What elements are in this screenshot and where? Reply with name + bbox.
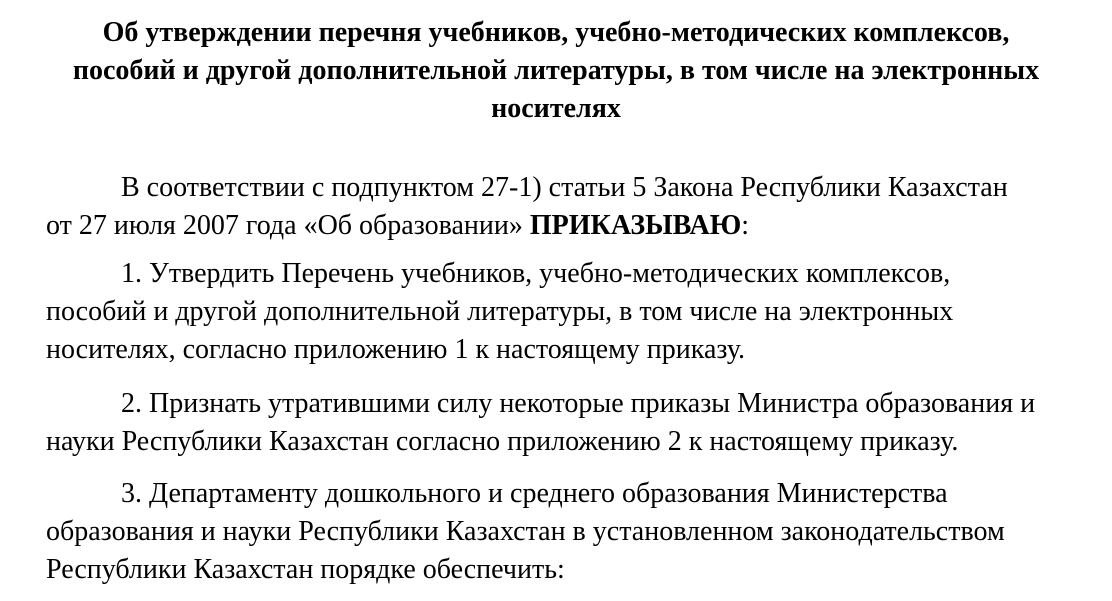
intro-text: от 27 июля 2007 года «Об образовании» [46, 210, 530, 241]
item-1-line-2: пособий и другой дополнительной литературы, в том числе на электронных [46, 296, 954, 327]
intro-line-2 [46, 207, 1086, 245]
item-3-line-1: 3. Департаменту дошкольного и среднего образования Министерства [121, 478, 948, 509]
item-3-line-3: Республики Казахстан порядке обеспечить: [46, 554, 565, 585]
item-2-line-2: науки Республики Казахстан согласно приложению 2 к настоящему приказу. [46, 426, 959, 457]
title-line-3: носителях [491, 93, 621, 124]
item-2-paragraph [46, 385, 1086, 461]
title-line-1: Об утверждении перечня учебников, учебно-методических комплексов, [102, 17, 1010, 48]
item-2-line-1: 2. Признать утратившими силу некоторые приказы Министра образования и [121, 388, 1036, 419]
document-title [40, 14, 1072, 128]
item-1-paragraph [46, 255, 1086, 369]
intro-colon: : [741, 210, 750, 241]
intro-paragraph [46, 169, 1086, 245]
item-1-line-1: 1. Утвердить Перечень учебников, учебно-методических комплексов, [121, 258, 951, 289]
item-3-line-2: образования и науки Республики Казахстан в установленном законодательством [46, 516, 1005, 547]
item-1-line-3: носителях, согласно приложению 1 к настоящему приказу. [46, 334, 746, 365]
item-3-paragraph [46, 475, 1086, 589]
title-line-2: пособий и другой дополнительной литературы, в том числе на электронных [72, 55, 1040, 86]
intro-line-1: В соответствии с подпунктом 27-1) статьи 5 Закона Республики Казахстан [121, 172, 1008, 203]
order-keyword: ПРИКАЗЫВАЮ [529, 210, 742, 241]
